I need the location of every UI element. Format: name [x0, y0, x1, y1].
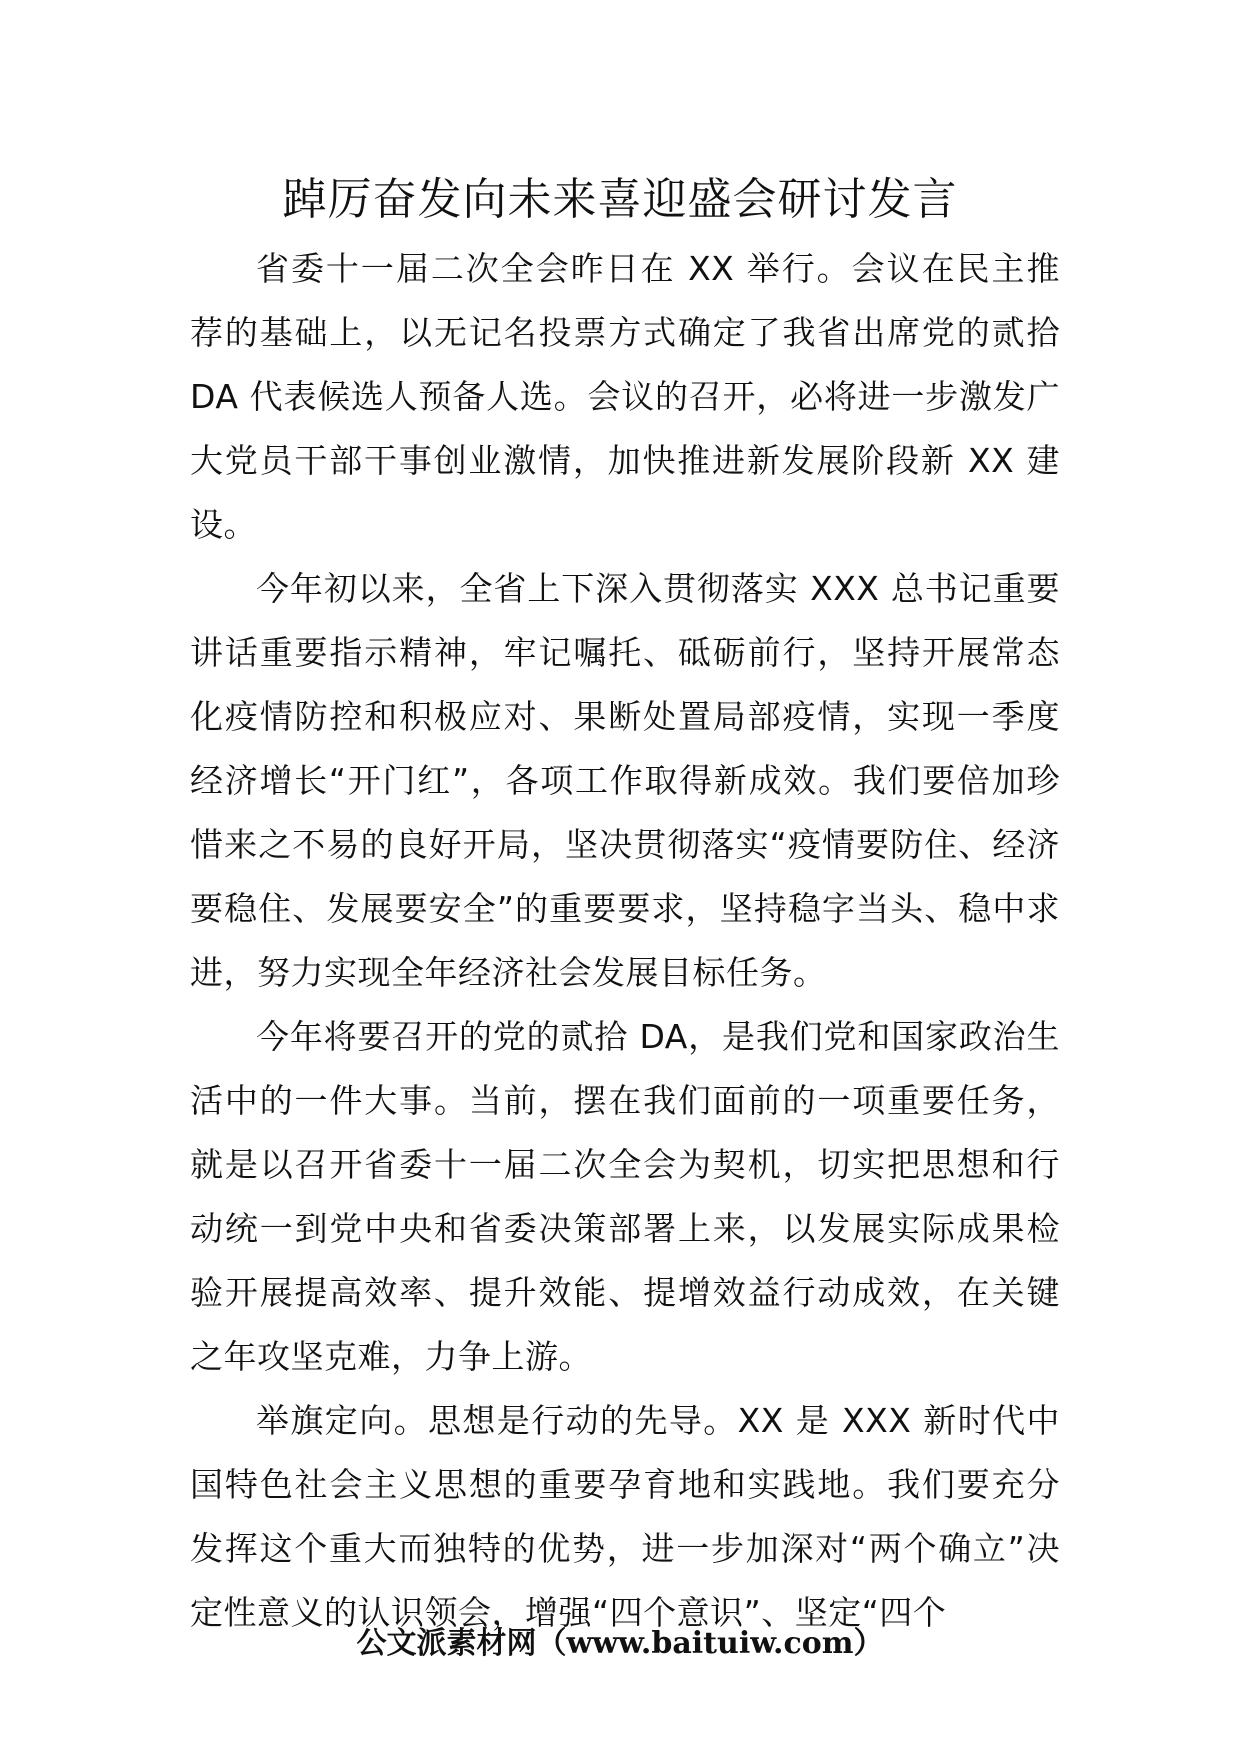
- document-body: [190, 237, 1060, 1645]
- paragraph: 举旗定向。思想是行动的先导。XX 是 XXX 新时代中国特色社会主义思想的重要孕育地和实践地。我们要充分发挥这个重大而独特的优势，进一步加深对“两个确立”决定性意义的认识领会，增强“四个意识”、坚定“四个: [190, 1401, 1060, 1632]
- paragraph: 今年初以来，全省上下深入贯彻落实 XXX 总书记重要讲话重要指示精神，牢记嘱托、砥砺前行，坚持开展常态化疫情防控和积极应对、果断处置局部疫情，实现一季度经济增长“开门红”，各项工作取得新成效。我们要倍加珍惜来之不易的良好开局，坚决贯彻落实“疫情要防住、经济要稳住、发展要安全”的重要要求，坚持稳字当头、稳中求进，努力实现全年经济社会发展目标任务。: [190, 569, 1060, 992]
- footer-watermark: 公文派素材网（www.baituiw.com）: [356, 1626, 884, 1661]
- document-title: 踔厉奋发向未来喜迎盛会研讨发言: [282, 174, 958, 225]
- paragraph: 今年将要召开的党的贰拾 DA，是我们党和国家政治生活中的一件大事。当前，摆在我们面前的一项重要任务，就是以召开省委十一届二次全会为契机，切实把思想和行动统一到党中央和省委决策部署上来，以发展实际成果检验开展提高效率、提升效能、提增效益行动成效，在关键之年攻坚克难，力争上游。: [190, 1017, 1060, 1376]
- paragraph: 省委十一届二次全会昨日在 XX 举行。会议在民主推荐的基础上，以无记名投票方式确定了我省出席党的贰拾 DA 代表候选人预备人选。会议的召开，必将进一步激发广大党员干部干事创业激情，加快推进新发展阶段新 XX 建设。: [190, 249, 1060, 544]
